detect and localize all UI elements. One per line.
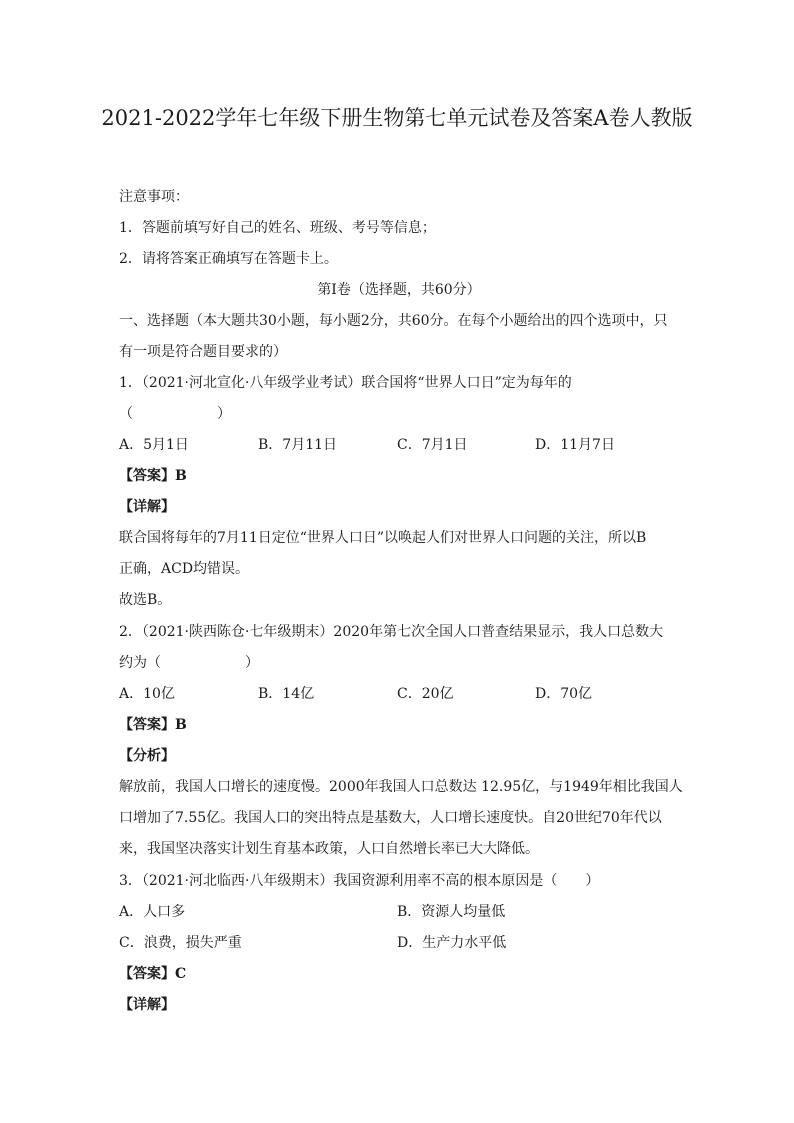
option-d: D．11月7日 (535, 437, 615, 453)
analysis-text: 口增加了7.55亿。我国人口的突出特点是基数大，人口增长速度快。自20世纪70年代以 (119, 810, 662, 826)
question-stem: 2．（2021·陕西陈仓·七年级期末）2020年第七次全国人口普查结果显示，我人口总数大 (119, 624, 664, 640)
options-row (119, 933, 679, 953)
analysis-text: 故选B。 (119, 592, 172, 608)
option-b: B．7月11日 (258, 437, 338, 453)
answer-label: 【答案】B (119, 717, 187, 733)
analysis-label: 【分析】 (119, 748, 175, 764)
notice-item: 2．请将答案正确填写在答题卡上。 (119, 251, 338, 267)
question-stem-cont: （ ） (119, 406, 231, 422)
notice-item: 1．答题前填写好自己的姓名、班级、考号等信息； (119, 220, 436, 236)
volume-title: 第I卷（选择题，共60分） (317, 282, 481, 298)
option-d: D．70亿 (535, 686, 593, 702)
analysis-text: 解放前，我国人口增长的速度慢。2000年我国人口总数达 12.95亿，与1949年相比我国人 (119, 779, 683, 795)
analysis-label: 【详解】 (119, 499, 175, 515)
option-b: B．资源人均量低 (397, 904, 506, 920)
options-row (119, 902, 679, 922)
option-c: C．20亿 (397, 686, 454, 702)
option-a: A．5月1日 (119, 437, 189, 453)
analysis-text: 正确，ACD均错误。 (119, 561, 250, 577)
document-title: 2021-2022学年七年级下册生物第七单元试卷及答案A卷人教版 (101, 106, 693, 130)
options-row (119, 435, 679, 455)
section-heading: 一、选择题（本大题共30小题，每小题2分，共60分。在每个小题给出的四个选项中，只 (119, 313, 668, 329)
question-stem: 3．（2021·河北临西·八年级期末）我国资源利用率不高的根本原因是（ ） (119, 873, 600, 889)
analysis-text: 来，我国坚决落实计划生育基本政策，人口自然增长率已大大降低。 (119, 841, 539, 857)
question-stem-cont: 约为（ ） (119, 655, 259, 671)
notice-heading: 注意事项： (119, 189, 189, 205)
option-b: B．14亿 (258, 686, 315, 702)
option-a: A．10亿 (119, 686, 175, 702)
answer-label: 【答案】B (119, 468, 187, 484)
analysis-label: 【详解】 (119, 997, 175, 1013)
options-row (119, 684, 679, 704)
question-stem: 1．（2021·河北宣化·八年级学业考试）联合国将“世界人口日”定为每年的 (119, 375, 572, 391)
option-d: D．生产力水平低 (397, 935, 507, 951)
option-c: C．7月1日 (397, 437, 468, 453)
analysis-text: 联合国将每年的7月11日定位“世界人口日”以唤起人们对世界人口问题的关注，所以B (119, 530, 647, 546)
option-c: C．浪费，损失严重 (119, 935, 242, 951)
section-heading-cont: 有一项是符合题目要求的） (119, 344, 287, 360)
answer-label: 【答案】C (119, 966, 187, 982)
option-a: A．人口多 (119, 904, 186, 920)
